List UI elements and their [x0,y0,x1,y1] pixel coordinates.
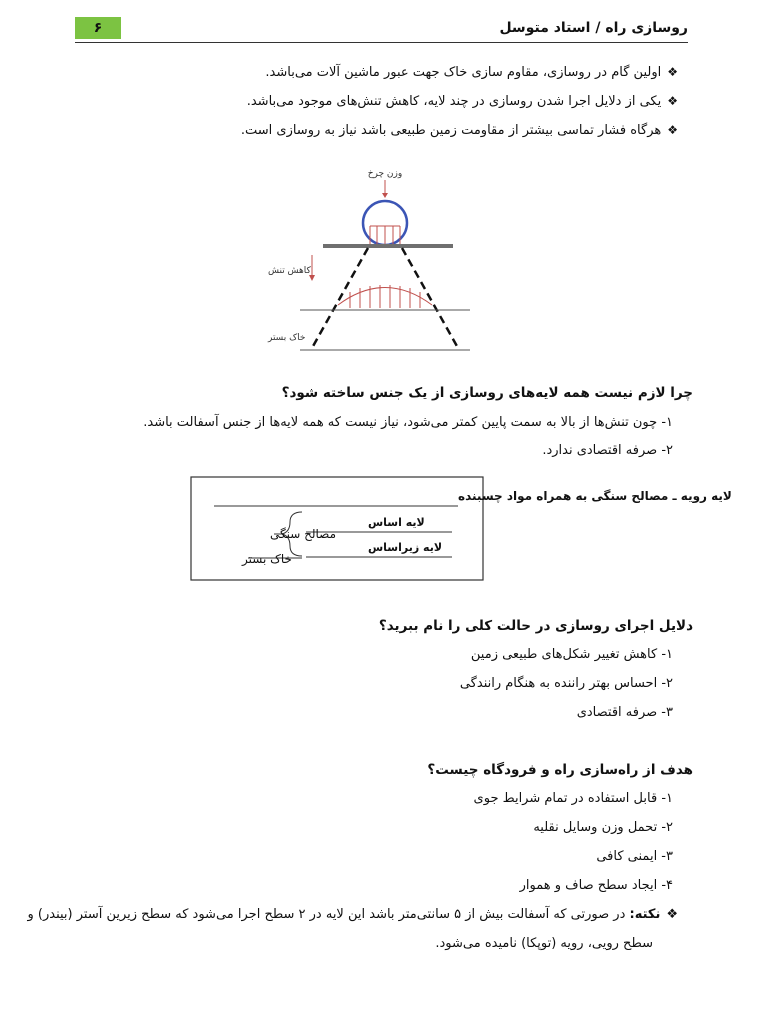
header-divider [75,42,688,43]
diamond-bullet-icon: ❖ [667,123,678,137]
list-item: ۴- ایجاد سطح صاف و هموار [519,878,673,893]
list-item: ۲- احساس بهتر راننده به هنگام رانندگی [459,676,673,691]
page-header-title: روسازی راه / استاد متوسل [499,20,688,36]
intro-bullet: ❖اولین گام در روسازی، مقاوم سازی خاک جهت عبور ماشین آلات می‌باشد. [265,65,678,80]
note-label: نکته: [629,907,661,922]
wheel-load-label: وزن چرخ [367,169,403,179]
section-heading-goals: هدف از راه‌سازی راه و فرودگاه چیست؟ [427,762,693,778]
page-number-badge: ۶ [75,17,121,39]
list-item: ۱- چون تنش‌ها از بالا به سمت پایین کمتر می‌شود، نیاز نیست که همه لایه‌ها از جنس آسفالت باشد. [143,415,673,430]
diagram-frame [191,477,483,580]
load-arrowhead [382,193,388,198]
list-item: ۱- کاهش تغییر شکل‌های طبیعی زمین [470,647,673,662]
subgrade-layer-label: خاک بستر [242,552,292,566]
intro-bullet: ❖هرگاه فشار تماسی بیشتر از مقاومت زمین طبیعی باشد نیاز به روسازی است. [240,123,678,138]
diamond-bullet-icon: ❖ [667,65,678,79]
diamond-bullet-icon: ❖ [666,907,678,922]
surface-layer-label: لایه رویه ـ مصالح سنگی به همراه مواد چسبنده [458,489,732,503]
list-item: ۱- قابل استفاده در تمام شرایط جوی [473,791,673,806]
list-item: ۳- ایمنی کافی [596,849,673,864]
section-heading-reasons: دلایل اجرای روسازی در حالت کلی را نام ببرید؟ [378,618,693,634]
note-text-line2: سطح رویی، رویه (توپکا) نامیده می‌شود. [435,936,653,951]
list-item: ۲- صرفه اقتصادی ندارد. [542,443,673,458]
section-heading-layers: چرا لازم نیست همه لایه‌های روسازی از یک جنس ساخته شود؟ [281,385,693,401]
pavement-layers-diagram [190,476,732,582]
stress-curve [338,288,432,306]
aggregate-label: مصالح سنگی [270,527,337,541]
subgrade-label: خاک بستر [268,333,306,343]
surface-plate [323,244,453,248]
intro-bullet: ❖یکی از دلایل اجرا شدن روسازی در چند لایه، کاهش تنش‌های موجود می‌باشد. [246,94,678,109]
list-item: ۳- صرفه اقتصادی [576,705,673,720]
base-layer-label: لایه اساس [368,516,425,529]
stress-distribution-diagram [260,160,510,360]
list-item: ۲- تحمل وزن وسایل نقلیه [533,820,673,835]
subbase-layer-label: لایه زیراساس [368,541,443,554]
note-text-line1: در صورتی که آسفالت بیش از ۵ سانتی‌متر باشد این لایه در ۲ سطح اجرا می‌شود که سطح زیرین آستر (بیندر) و [27,907,626,922]
note-paragraph [27,907,678,922]
stress-reduction-label: کاهش تنش [268,266,311,276]
diamond-bullet-icon: ❖ [667,94,678,108]
